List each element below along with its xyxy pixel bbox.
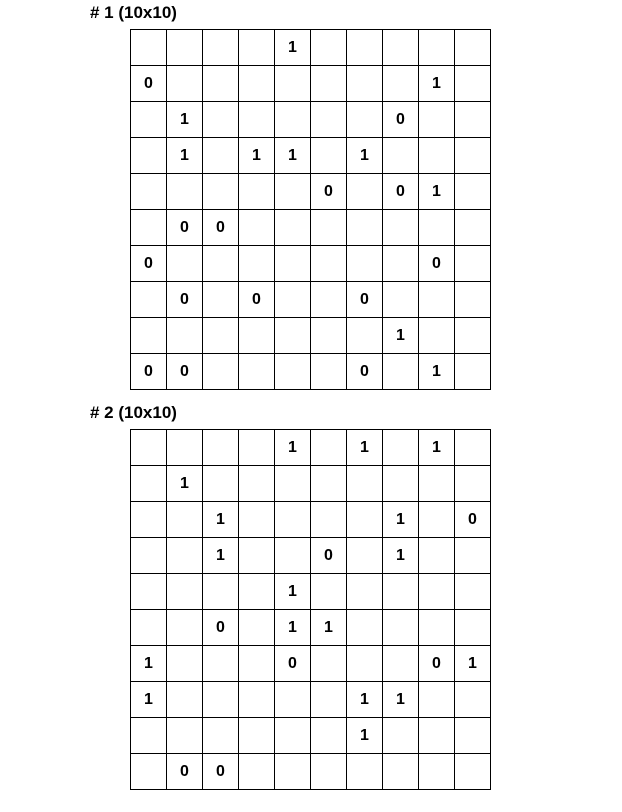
grid-cell[interactable]: [239, 246, 275, 282]
grid-cell[interactable]: [203, 282, 239, 318]
grid-cell[interactable]: 1: [419, 174, 455, 210]
grid-cell[interactable]: [311, 646, 347, 682]
grid-cell[interactable]: [203, 646, 239, 682]
grid-cell[interactable]: [275, 282, 311, 318]
grid-cell[interactable]: [275, 466, 311, 502]
grid-cell[interactable]: 0: [167, 210, 203, 246]
grid-cell[interactable]: [311, 66, 347, 102]
grid-cell[interactable]: [131, 282, 167, 318]
grid-cell[interactable]: [347, 502, 383, 538]
grid-cell[interactable]: [275, 246, 311, 282]
grid-cell[interactable]: [311, 574, 347, 610]
grid-cell[interactable]: [203, 138, 239, 174]
grid-cell[interactable]: [383, 754, 419, 790]
grid-cell[interactable]: [311, 466, 347, 502]
grid-cell[interactable]: [419, 718, 455, 754]
grid-cell[interactable]: [131, 30, 167, 66]
grid-cell[interactable]: [419, 138, 455, 174]
grid-cell[interactable]: 0: [167, 754, 203, 790]
grid-cell[interactable]: [347, 754, 383, 790]
grid-cell[interactable]: [455, 610, 491, 646]
grid-cell[interactable]: 1: [419, 66, 455, 102]
grid-cell[interactable]: [239, 210, 275, 246]
grid-cell[interactable]: 0: [203, 754, 239, 790]
grid-cell[interactable]: 1: [275, 574, 311, 610]
grid-cell[interactable]: [239, 502, 275, 538]
grid-cell[interactable]: 0: [131, 66, 167, 102]
grid-cell[interactable]: [455, 718, 491, 754]
grid-cell[interactable]: [347, 102, 383, 138]
grid-cell[interactable]: [311, 718, 347, 754]
grid-cell[interactable]: [419, 574, 455, 610]
grid-cell[interactable]: [239, 430, 275, 466]
grid-cell[interactable]: 0: [455, 502, 491, 538]
grid-cell[interactable]: [419, 318, 455, 354]
grid-cell[interactable]: [347, 466, 383, 502]
grid-cell[interactable]: 1: [455, 646, 491, 682]
grid-cell[interactable]: [347, 646, 383, 682]
grid-cell[interactable]: [167, 682, 203, 718]
grid-cell[interactable]: [167, 174, 203, 210]
grid-cell[interactable]: [383, 30, 419, 66]
grid-cell[interactable]: 1: [311, 610, 347, 646]
grid-cell[interactable]: [383, 718, 419, 754]
grid-cell[interactable]: [419, 754, 455, 790]
grid-cell[interactable]: [419, 466, 455, 502]
grid-cell[interactable]: [419, 682, 455, 718]
grid-cell[interactable]: [311, 30, 347, 66]
grid-cell[interactable]: [383, 210, 419, 246]
grid-cell[interactable]: 0: [383, 102, 419, 138]
grid-cell[interactable]: [347, 174, 383, 210]
grid-cell[interactable]: 1: [131, 646, 167, 682]
grid-cell[interactable]: 1: [275, 138, 311, 174]
grid-cell[interactable]: [275, 538, 311, 574]
grid-cell[interactable]: [167, 610, 203, 646]
grid-cell[interactable]: 1: [347, 138, 383, 174]
grid-cell[interactable]: 1: [167, 466, 203, 502]
grid-cell[interactable]: [203, 174, 239, 210]
grid-cell[interactable]: 0: [347, 354, 383, 390]
grid-cell[interactable]: [275, 66, 311, 102]
grid-cell[interactable]: 0: [239, 282, 275, 318]
grid-cell[interactable]: [167, 718, 203, 754]
grid-cell[interactable]: [203, 30, 239, 66]
grid-cell[interactable]: [275, 102, 311, 138]
grid-cell[interactable]: [455, 30, 491, 66]
grid-cell[interactable]: [455, 354, 491, 390]
grid-cell[interactable]: [347, 246, 383, 282]
grid-cell[interactable]: 0: [167, 282, 203, 318]
grid-cell[interactable]: 1: [383, 682, 419, 718]
grid-cell[interactable]: [347, 318, 383, 354]
puzzle-1-grid: [130, 29, 491, 390]
grid-cell[interactable]: [455, 102, 491, 138]
grid-cell[interactable]: [167, 502, 203, 538]
grid-cell[interactable]: [311, 502, 347, 538]
grid-cell[interactable]: 1: [383, 538, 419, 574]
grid-cell[interactable]: [239, 354, 275, 390]
grid-cell[interactable]: [275, 754, 311, 790]
grid-cell[interactable]: [131, 102, 167, 138]
grid-cell[interactable]: [347, 30, 383, 66]
grid-cell[interactable]: 1: [131, 682, 167, 718]
grid-cell[interactable]: 0: [275, 646, 311, 682]
grid-cell[interactable]: [383, 610, 419, 646]
grid-cell[interactable]: 0: [203, 210, 239, 246]
grid-cell[interactable]: [455, 466, 491, 502]
grid-cell[interactable]: [455, 174, 491, 210]
grid-cell[interactable]: 1: [383, 318, 419, 354]
grid-cell[interactable]: [131, 318, 167, 354]
grid-cell[interactable]: [131, 610, 167, 646]
grid-cell[interactable]: [131, 466, 167, 502]
grid-cell[interactable]: [203, 574, 239, 610]
grid-cell[interactable]: 1: [239, 138, 275, 174]
grid-cell[interactable]: [383, 138, 419, 174]
grid-cell[interactable]: 0: [383, 174, 419, 210]
grid-cell[interactable]: [239, 718, 275, 754]
grid-cell[interactable]: [419, 610, 455, 646]
grid-cell[interactable]: 1: [419, 430, 455, 466]
grid-cell[interactable]: [311, 210, 347, 246]
puzzle-1-title: # 1 (10x10): [90, 3, 177, 22]
grid-cell[interactable]: 0: [419, 646, 455, 682]
grid-cell[interactable]: [383, 282, 419, 318]
grid-cell[interactable]: [419, 538, 455, 574]
grid-cell[interactable]: [419, 502, 455, 538]
grid-cell[interactable]: 1: [419, 354, 455, 390]
grid-cell[interactable]: [311, 102, 347, 138]
grid-cell[interactable]: [275, 682, 311, 718]
grid-cell[interactable]: [131, 502, 167, 538]
grid-cell[interactable]: [131, 174, 167, 210]
grid-cell[interactable]: [203, 466, 239, 502]
grid-cell[interactable]: [455, 754, 491, 790]
grid-cell[interactable]: [203, 318, 239, 354]
grid-cell[interactable]: [383, 574, 419, 610]
grid-cell[interactable]: [455, 318, 491, 354]
grid-cell[interactable]: [131, 430, 167, 466]
grid-cell[interactable]: 1: [275, 30, 311, 66]
grid-cell[interactable]: 1: [383, 502, 419, 538]
grid-cell[interactable]: [203, 718, 239, 754]
grid-cell[interactable]: [131, 754, 167, 790]
grid-cell[interactable]: [239, 610, 275, 646]
grid-cell[interactable]: [419, 210, 455, 246]
grid-cell[interactable]: [419, 102, 455, 138]
grid-cell[interactable]: [311, 354, 347, 390]
grid-cell[interactable]: 0: [347, 282, 383, 318]
grid-cell[interactable]: [167, 430, 203, 466]
grid-cell[interactable]: [311, 246, 347, 282]
grid-cell[interactable]: [455, 538, 491, 574]
grid-cell[interactable]: [239, 754, 275, 790]
grid-cell[interactable]: [347, 66, 383, 102]
grid-cell[interactable]: [275, 318, 311, 354]
grid-cell[interactable]: 1: [167, 138, 203, 174]
grid-cell[interactable]: [383, 646, 419, 682]
grid-cell[interactable]: [455, 430, 491, 466]
grid-cell[interactable]: [383, 466, 419, 502]
grid-cell[interactable]: [275, 174, 311, 210]
grid-cell[interactable]: [455, 210, 491, 246]
grid-cell[interactable]: [455, 574, 491, 610]
grid-cell[interactable]: [239, 318, 275, 354]
grid-cell[interactable]: [383, 66, 419, 102]
grid-cell[interactable]: [203, 354, 239, 390]
grid-cell[interactable]: 1: [167, 102, 203, 138]
grid-cell[interactable]: [455, 138, 491, 174]
grid-cell[interactable]: [347, 574, 383, 610]
grid-cell[interactable]: 1: [347, 430, 383, 466]
grid-cell[interactable]: [131, 210, 167, 246]
grid-cell[interactable]: 0: [311, 538, 347, 574]
grid-cell[interactable]: 0: [419, 246, 455, 282]
grid-cell[interactable]: [383, 430, 419, 466]
grid-cell[interactable]: [203, 430, 239, 466]
grid-cell[interactable]: [239, 30, 275, 66]
grid-cell[interactable]: 1: [203, 502, 239, 538]
grid-cell[interactable]: [167, 574, 203, 610]
grid-cell[interactable]: [419, 30, 455, 66]
puzzle-2-grid: [130, 429, 491, 790]
grid-cell[interactable]: [239, 466, 275, 502]
grid-cell[interactable]: 0: [167, 354, 203, 390]
grid-cell[interactable]: [311, 430, 347, 466]
grid-cell[interactable]: [455, 682, 491, 718]
grid-cell[interactable]: 1: [275, 430, 311, 466]
grid-cell[interactable]: 1: [203, 538, 239, 574]
grid-cell[interactable]: [455, 66, 491, 102]
grid-cell[interactable]: [167, 318, 203, 354]
grid-cell[interactable]: 0: [311, 174, 347, 210]
grid-cell[interactable]: [239, 574, 275, 610]
grid-cell[interactable]: [383, 354, 419, 390]
grid-cell[interactable]: [455, 282, 491, 318]
grid-cell[interactable]: [347, 538, 383, 574]
grid-cell[interactable]: [239, 102, 275, 138]
puzzle-2-title: # 2 (10x10): [90, 403, 177, 422]
grid-cell[interactable]: [347, 210, 383, 246]
grid-cell[interactable]: [203, 246, 239, 282]
grid-cell[interactable]: [275, 502, 311, 538]
grid-cell[interactable]: [455, 246, 491, 282]
grid-cell[interactable]: [203, 102, 239, 138]
grid-cell[interactable]: [167, 538, 203, 574]
grid-cell[interactable]: [275, 718, 311, 754]
grid-cell[interactable]: 0: [131, 354, 167, 390]
grid-cell[interactable]: 0: [203, 610, 239, 646]
grid-cell[interactable]: [239, 646, 275, 682]
grid-cell[interactable]: [275, 210, 311, 246]
grid-cell[interactable]: [311, 754, 347, 790]
grid-cell[interactable]: [239, 66, 275, 102]
grid-cell[interactable]: [311, 282, 347, 318]
grid-cell[interactable]: [419, 282, 455, 318]
grid-cell[interactable]: [239, 538, 275, 574]
grid-cell[interactable]: 1: [347, 718, 383, 754]
grid-cell[interactable]: [167, 646, 203, 682]
grid-cell[interactable]: [203, 66, 239, 102]
grid-cell[interactable]: 0: [131, 246, 167, 282]
grid-cell[interactable]: [275, 354, 311, 390]
grid-cell[interactable]: [167, 30, 203, 66]
grid-cell[interactable]: [167, 66, 203, 102]
grid-cell[interactable]: 1: [275, 610, 311, 646]
grid-cell[interactable]: [311, 138, 347, 174]
grid-cell[interactable]: [239, 682, 275, 718]
grid-cell[interactable]: [131, 138, 167, 174]
grid-cell[interactable]: [203, 682, 239, 718]
grid-cell[interactable]: [347, 610, 383, 646]
grid-cell[interactable]: [167, 246, 203, 282]
grid-cell[interactable]: [311, 318, 347, 354]
grid-cell[interactable]: [131, 538, 167, 574]
grid-cell[interactable]: [383, 246, 419, 282]
grid-cell[interactable]: [239, 174, 275, 210]
grid-cell[interactable]: [131, 718, 167, 754]
grid-cell[interactable]: [311, 682, 347, 718]
grid-cell[interactable]: [131, 574, 167, 610]
grid-cell[interactable]: 1: [347, 682, 383, 718]
